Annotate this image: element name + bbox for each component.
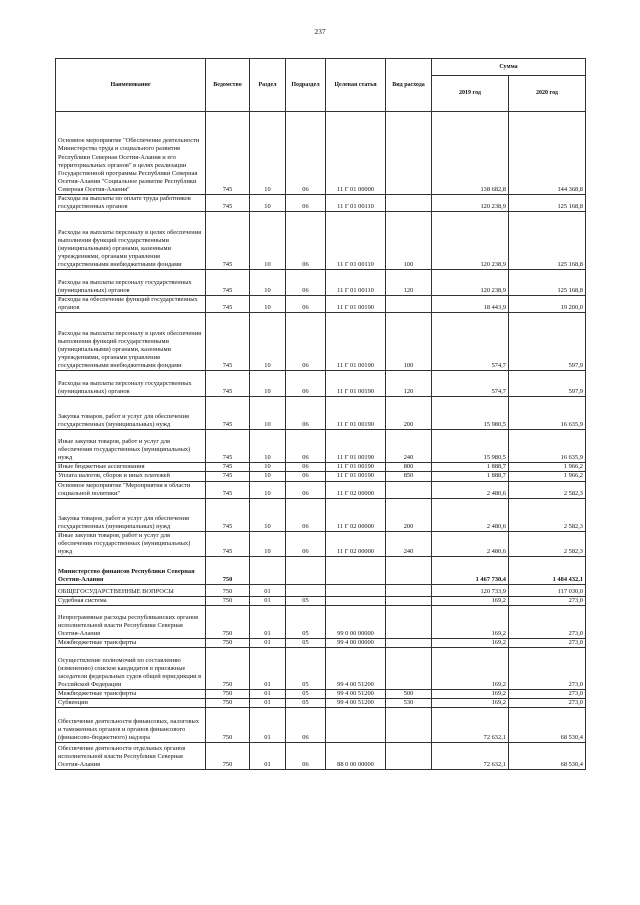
table-row (56, 195, 586, 212)
cell-target: 99 4 00 51200 (326, 699, 386, 708)
table-row (56, 498, 586, 531)
cell-2020: 68 530,4 (509, 743, 586, 770)
table-row (56, 481, 586, 498)
cell-subsection: 06 (286, 296, 326, 313)
header-name: Наименование (56, 59, 206, 112)
table-row (56, 472, 586, 481)
cell-name: Межбюджетные трансферты (56, 690, 206, 699)
table-row (56, 606, 586, 639)
cell-2020: 273,0 (509, 639, 586, 648)
cell-2020: 1 966,2 (509, 472, 586, 481)
cell-subsection: 06 (286, 195, 326, 212)
cell-2020: 16 635,9 (509, 430, 586, 463)
cell-2019: 1 467 730,4 (432, 557, 509, 585)
cell-2020: 2 582,3 (509, 531, 586, 556)
cell-subsection: 06 (286, 498, 326, 531)
page-number: 237 (314, 27, 326, 36)
cell-section: 10 (250, 112, 286, 195)
cell-2019: 120 238,9 (432, 212, 509, 270)
cell-ministry: 745 (206, 195, 250, 212)
cell-section: 10 (250, 313, 286, 371)
cell-subsection: 06 (286, 112, 326, 195)
cell-expense: 800 (386, 463, 432, 472)
cell-expense: 850 (386, 472, 432, 481)
cell-ministry: 750 (206, 690, 250, 699)
cell-2020: 597,9 (509, 313, 586, 371)
cell-target: 11 Г 02 00000 (326, 531, 386, 556)
cell-subsection: 06 (286, 472, 326, 481)
cell-target: 99 4 00 51200 (326, 648, 386, 690)
cell-2019: 2 480,6 (432, 498, 509, 531)
cell-section: 01 (250, 597, 286, 606)
cell-ministry: 750 (206, 639, 250, 648)
cell-name: Иные закупки товаров, работ и услуг для обеспечения государственных (муниципальных) нужд (56, 430, 206, 463)
cell-section: 01 (250, 690, 286, 699)
cell-target: 11 Г 01 00190 (326, 430, 386, 463)
cell-target (326, 708, 386, 743)
cell-target: 11 Г 01 00110 (326, 270, 386, 296)
cell-name: Министерство финансов Республики Северная Осетия-Алания (56, 557, 206, 585)
cell-subsection: 06 (286, 481, 326, 498)
cell-2020: 125 168,8 (509, 212, 586, 270)
cell-2020: 144 368,8 (509, 112, 586, 195)
cell-2019: 15 980,5 (432, 397, 509, 430)
table-row (56, 313, 586, 371)
table-row (56, 112, 586, 195)
cell-target: 11 Г 01 00000 (326, 112, 386, 195)
cell-expense (386, 648, 432, 690)
cell-2019: 138 682,8 (432, 112, 509, 195)
cell-section: 10 (250, 397, 286, 430)
table-row (56, 639, 586, 648)
cell-2019: 574,7 (432, 371, 509, 397)
cell-subsection: 05 (286, 597, 326, 606)
cell-expense (386, 743, 432, 770)
cell-section: 01 (250, 639, 286, 648)
table-row (56, 557, 586, 585)
cell-expense: 120 (386, 371, 432, 397)
cell-section: 01 (250, 585, 286, 597)
header-ministry: Ведомство (206, 59, 250, 112)
cell-target: 11 Г 01 00190 (326, 472, 386, 481)
cell-ministry: 745 (206, 463, 250, 472)
cell-name: Расходы на выплаты персоналу в целях обеспечения выполнения функций государственными (муниципальными) органами, казенными учреждениями, органами управления государственными внебюджетными фондами (56, 313, 206, 371)
cell-2019: 169,2 (432, 597, 509, 606)
cell-ministry: 745 (206, 112, 250, 195)
cell-ministry: 745 (206, 481, 250, 498)
header-2020: 2020 год (509, 76, 586, 112)
table-row (56, 531, 586, 556)
cell-target: 11 Г 01 00110 (326, 195, 386, 212)
header-section: Раздел (250, 59, 286, 112)
cell-2020: 19 200,0 (509, 296, 586, 313)
cell-name: Межбюджетные трансферты (56, 639, 206, 648)
cell-name: Основное мероприятие "Мероприятия в области социальной политики" (56, 481, 206, 498)
table-row (56, 371, 586, 397)
table-row (56, 585, 586, 597)
table-row (56, 212, 586, 270)
cell-ministry: 745 (206, 270, 250, 296)
cell-target: 99 4 00 51200 (326, 690, 386, 699)
cell-2019: 169,2 (432, 639, 509, 648)
table-row (56, 463, 586, 472)
header-sum: Сумма (432, 59, 586, 76)
cell-subsection: 06 (286, 708, 326, 743)
cell-expense (386, 708, 432, 743)
cell-name: Закупка товаров, работ и услуг для обеспечения государственных (муниципальных) нужд (56, 397, 206, 430)
cell-name: Уплата налогов, сборов и иных платежей (56, 472, 206, 481)
cell-2019: 1 888,7 (432, 472, 509, 481)
cell-expense: 200 (386, 397, 432, 430)
cell-ministry: 745 (206, 212, 250, 270)
cell-subsection: 06 (286, 531, 326, 556)
cell-target (326, 597, 386, 606)
cell-expense (386, 481, 432, 498)
cell-target: 99 4 00 00000 (326, 639, 386, 648)
cell-name: Основное мероприятие "Обеспечение деятельности Министерства труда и социального развития Республики Северная Осетия-Алания и его территориальных органов" в целях реализации Государственной программы Республики Северная Осетия-Алания "Социальное развитие Республики Северная Осетия-Алания" (56, 112, 206, 195)
cell-name: Осуществление полномочий по составлению (изменению) списков кандидатов в присяжные заседатели федеральных судов общей юрисдикции в Российской Федерации (56, 648, 206, 690)
cell-subsection: 05 (286, 690, 326, 699)
cell-2019: 120 238,9 (432, 270, 509, 296)
table-row (56, 430, 586, 463)
cell-target: 11 Г 01 00190 (326, 397, 386, 430)
table-row (56, 397, 586, 430)
cell-section: 10 (250, 430, 286, 463)
table-row (56, 743, 586, 770)
header-subsection: Подраздел (286, 59, 326, 112)
cell-2019: 120 733,9 (432, 585, 509, 597)
cell-section: 10 (250, 472, 286, 481)
cell-expense: 500 (386, 690, 432, 699)
cell-2020: 1 966,2 (509, 463, 586, 472)
cell-name: Иные закупки товаров, работ и услуг для обеспечения государственных (муниципальных) нужд (56, 531, 206, 556)
cell-target: 11 Г 02 00000 (326, 498, 386, 531)
cell-target (326, 557, 386, 585)
cell-section: 01 (250, 708, 286, 743)
cell-2019: 2 480,6 (432, 481, 509, 498)
cell-ministry: 750 (206, 699, 250, 708)
cell-ministry: 745 (206, 371, 250, 397)
cell-target: 11 Г 02 00000 (326, 481, 386, 498)
cell-name: Расходы на выплаты персоналу государственных (муниципальных) органов (56, 371, 206, 397)
cell-subsection: 06 (286, 270, 326, 296)
cell-target: 99 0 00 00000 (326, 606, 386, 639)
cell-ministry: 750 (206, 606, 250, 639)
cell-2020: 125 168,8 (509, 195, 586, 212)
cell-section: 10 (250, 270, 286, 296)
cell-subsection: 06 (286, 743, 326, 770)
cell-ministry: 745 (206, 531, 250, 556)
cell-subsection: 06 (286, 313, 326, 371)
cell-ministry: 745 (206, 430, 250, 463)
cell-ministry: 750 (206, 648, 250, 690)
cell-ministry: 745 (206, 472, 250, 481)
cell-subsection: 06 (286, 430, 326, 463)
cell-2020: 68 530,4 (509, 708, 586, 743)
cell-ministry: 745 (206, 397, 250, 430)
cell-subsection: 06 (286, 397, 326, 430)
cell-2019: 18 443,9 (432, 296, 509, 313)
cell-section: 01 (250, 648, 286, 690)
cell-expense: 240 (386, 531, 432, 556)
cell-section: 10 (250, 195, 286, 212)
cell-expense (386, 557, 432, 585)
cell-2019: 1 888,7 (432, 463, 509, 472)
cell-2020: 117 030,0 (509, 585, 586, 597)
cell-expense (386, 296, 432, 313)
cell-subsection: 05 (286, 648, 326, 690)
cell-ministry: 750 (206, 585, 250, 597)
cell-2020: 273,0 (509, 606, 586, 639)
cell-2020: 273,0 (509, 690, 586, 699)
cell-expense (386, 597, 432, 606)
cell-subsection: 05 (286, 699, 326, 708)
cell-2020: 16 635,9 (509, 397, 586, 430)
cell-expense: 100 (386, 313, 432, 371)
cell-2020: 273,0 (509, 699, 586, 708)
cell-name: Расходы на выплаты персоналу в целях обеспечения выполнения функций государственными (муниципальными) органами, казенными учреждениями, органами управления государственными внебюджетными фондами (56, 212, 206, 270)
cell-name: Расходы на выплаты по оплате труда работников государственных органов (56, 195, 206, 212)
cell-ministry: 750 (206, 743, 250, 770)
cell-name: Непрограммные расходы республиканских органов исполнительной власти Республики Северная Осетия-Алания (56, 606, 206, 639)
cell-expense: 200 (386, 498, 432, 531)
cell-name: Обеспечение деятельности финансовых, налоговых и таможенных органов и органов финансового (финансово-бюджетного) надзора (56, 708, 206, 743)
cell-name: Обеспечение деятельности отдельных органов исполнительной власти Республики Северная Осетия-Алания (56, 743, 206, 770)
cell-section: 10 (250, 481, 286, 498)
cell-name: Субвенции (56, 699, 206, 708)
cell-target: 11 Г 01 00110 (326, 212, 386, 270)
table-row (56, 708, 586, 743)
cell-expense: 530 (386, 699, 432, 708)
cell-expense: 240 (386, 430, 432, 463)
cell-target: 11 Г 01 00190 (326, 313, 386, 371)
cell-section: 01 (250, 606, 286, 639)
cell-name: Расходы на выплаты персоналу государственных (муниципальных) органов (56, 270, 206, 296)
cell-2019: 169,2 (432, 690, 509, 699)
cell-subsection: 06 (286, 371, 326, 397)
cell-expense (386, 606, 432, 639)
header-target: Целевая статья (326, 59, 386, 112)
cell-subsection (286, 585, 326, 597)
cell-name: Расходы на обеспечение функций государственных органов (56, 296, 206, 313)
cell-2019: 2 480,6 (432, 531, 509, 556)
cell-2020: 2 582,3 (509, 481, 586, 498)
cell-section: 01 (250, 699, 286, 708)
cell-target: 11 Г 01 00190 (326, 463, 386, 472)
cell-section (250, 557, 286, 585)
cell-section: 10 (250, 463, 286, 472)
cell-2020: 597,9 (509, 371, 586, 397)
cell-ministry: 750 (206, 557, 250, 585)
cell-2019: 72 632,1 (432, 743, 509, 770)
table-row (56, 597, 586, 606)
table-row (56, 648, 586, 690)
cell-2020: 273,0 (509, 648, 586, 690)
cell-2020: 273,0 (509, 597, 586, 606)
cell-section: 10 (250, 296, 286, 313)
cell-target (326, 585, 386, 597)
cell-2019: 15 980,5 (432, 430, 509, 463)
table-row (56, 690, 586, 699)
cell-subsection: 05 (286, 606, 326, 639)
cell-subsection: 06 (286, 463, 326, 472)
cell-ministry: 750 (206, 708, 250, 743)
header-expense: Вид расхода (386, 59, 432, 112)
cell-section: 10 (250, 371, 286, 397)
cell-expense (386, 112, 432, 195)
cell-2019: 72 632,1 (432, 708, 509, 743)
cell-expense (386, 639, 432, 648)
cell-2019: 120 238,9 (432, 195, 509, 212)
table-row (56, 699, 586, 708)
cell-name: Иные бюджетные ассигнования (56, 463, 206, 472)
table-row (56, 296, 586, 313)
cell-target: 11 Г 01 00190 (326, 371, 386, 397)
cell-name: ОБЩЕГОСУДАРСТВЕННЫЕ ВОПРОСЫ (56, 585, 206, 597)
cell-expense: 120 (386, 270, 432, 296)
table-body (56, 112, 586, 770)
cell-target: 11 Г 01 00190 (326, 296, 386, 313)
cell-name: Закупка товаров, работ и услуг для обеспечения государственных (муниципальных) нужд (56, 498, 206, 531)
cell-subsection: 05 (286, 639, 326, 648)
cell-expense: 100 (386, 212, 432, 270)
cell-subsection: 06 (286, 212, 326, 270)
cell-2019: 169,2 (432, 699, 509, 708)
cell-ministry: 750 (206, 597, 250, 606)
cell-2019: 169,2 (432, 606, 509, 639)
cell-section: 01 (250, 743, 286, 770)
cell-2020: 1 484 432,1 (509, 557, 586, 585)
cell-2019: 169,2 (432, 648, 509, 690)
cell-section: 10 (250, 498, 286, 531)
budget-table (55, 58, 586, 770)
cell-2019: 574,7 (432, 313, 509, 371)
cell-ministry: 745 (206, 296, 250, 313)
cell-section: 10 (250, 212, 286, 270)
cell-2020: 125 168,8 (509, 270, 586, 296)
cell-name: Судебная система (56, 597, 206, 606)
cell-2020: 2 582,3 (509, 498, 586, 531)
header-2019: 2019 год (432, 76, 509, 112)
cell-target: 88 0 00 00000 (326, 743, 386, 770)
cell-ministry: 745 (206, 498, 250, 531)
cell-expense (386, 195, 432, 212)
cell-expense (386, 585, 432, 597)
cell-ministry: 745 (206, 313, 250, 371)
table-row (56, 270, 586, 296)
cell-subsection (286, 557, 326, 585)
cell-section: 10 (250, 531, 286, 556)
